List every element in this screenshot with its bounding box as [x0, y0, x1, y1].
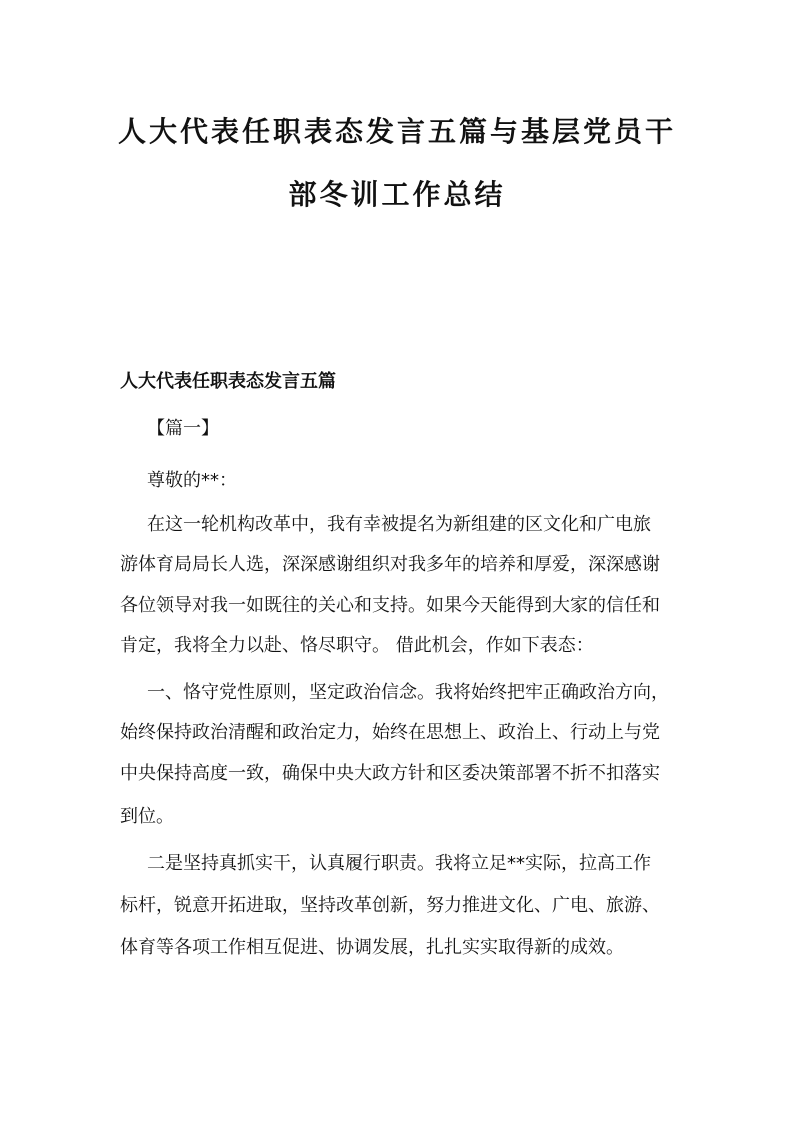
salutation: 尊敬的**：: [147, 470, 237, 491]
document-title-line-2: 部冬训工作总结: [288, 178, 506, 211]
part-label: 【篇一】: [147, 418, 219, 439]
paragraph-3-line-2: 标杆，锐意开拓进取，坚持改革创新，努力推进文化、广电、旅游、: [120, 895, 660, 916]
paragraph-2-line-2: 始终保持政治清醒和政治定力，始终在思想上、政治上、行动上与党: [120, 722, 660, 743]
paragraph-2-line-1: 一、恪守党性原则，坚定政治信念。我将始终把牢正确政治方向，: [147, 682, 669, 703]
paragraph-2-line-4: 到位。: [120, 806, 174, 827]
paragraph-3-line-1: 二是坚持真抓实干，认真履行职责。我将立足**实际，拉高工作: [147, 853, 651, 874]
paragraph-1-line-2: 游体育局局长人选，深深感谢组织对我多年的培养和厚爱，深深感谢: [120, 554, 660, 575]
section-heading: 人大代表任职表态发言五篇: [120, 371, 336, 392]
paragraph-3-line-3: 体育等各项工作相互促进、协调发展，扎扎实实取得新的成效。: [120, 937, 624, 958]
paragraph-1-line-3: 各位领导对我一如既往的关心和支持。如果今天能得到大家的信任和: [120, 595, 660, 616]
paragraph-1-line-1: 在这一轮机构改革中，我有幸被提名为新组建的区文化和广电旅: [147, 514, 651, 535]
paragraph-1-line-4: 肯定，我将全力以赴、恪尽职守。 借此机会，作如下表态：: [120, 635, 594, 656]
document-title-line-1: 人大代表任职表态发言五篇与基层党员干: [117, 115, 676, 148]
paragraph-2-line-3: 中央保持高度一致，确保中央大政方针和区委决策部署不折不扣落实: [120, 763, 660, 784]
